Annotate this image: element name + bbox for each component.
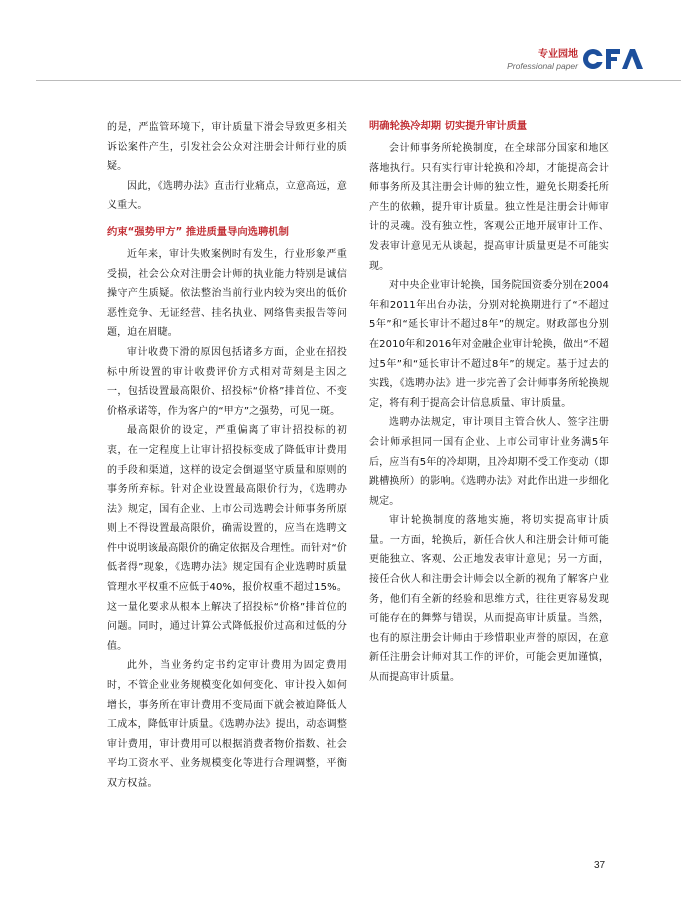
- header-text: [507, 49, 578, 72]
- paragraph: 对中央企业审计轮换，国务院国资委分别在2004年和2011年出台办法，分别对轮换期进行了“不超过5年”和“延长审计不超过8年”的规定。财政部也分别在2010年和2016年对金融企业审计轮换，做出“不超过5年”和“延长审计不超过8年”的规定。基于过去的实践，《选聘办法》进一步完善了会计师事务所轮换规定，将有利于提高会计信息质量、审计质量。: [369, 280, 609, 409]
- paragraph: 会计师事务所轮换制度，在全球部分国家和地区落地执行。只有实行审计轮换和冷却，才能提高会计师事务所及其注册会计师的独立性，避免长期委托所产生的依赖，提升审计质量。独立性是注册会计师审计的灵魂。没有独立性，客观公正地开展审计工作、发表审计意见无从谈起，提高审计质量更是不可能实现。: [369, 143, 609, 272]
- header-rule: [36, 80, 681, 81]
- cfa-logo: [582, 48, 644, 70]
- section-heading: 明确轮换冷却期 切实提升审计质量: [369, 120, 528, 132]
- section-title: 专业园地: [538, 49, 578, 60]
- paragraph: 因此，《选聘办法》直击行业痛点，立意高远，意义重大。: [107, 180, 347, 212]
- paragraph: 此外，当业务约定书约定审计费用为固定费用时，不管企业业务规模变化如何变化、审计投入如何增长，事务所在审计费用不变局面下就会被迫降低人工成本，降低审计质量。《选聘办法》提出，动态调整审计费用，审计费用可以根据消费者物价指数、社会平均工资水平、业务规模变化等进行合理调整，平衡双方权益。: [107, 660, 347, 789]
- section-subtitle: Professional paper: [507, 61, 578, 71]
- paragraph: 审计收费下滑的原因包括诸多方面，企业在招投标中所设置的审计收费评价方式相对苛刻是主因之一，包括设置最高限价、招投标“价格”排首位、不变价格承诺等，作为客户的“甲方”之强势，可见一斑。: [107, 346, 347, 417]
- right-column: [369, 118, 609, 688]
- paragraph: 最高限价的设定，严重偏离了审计招投标的初衷，在一定程度上让审计招投标变成了降低审计费用的手段和渠道，这样的设定会倒逼坚守质量和原则的事务所弃标。针对企业设置最高限价行为，《选聘办法》规定，国有企业、上市公司选聘会计师事务所原则上不得设置最高限价，确需设置的，应当在选聘文件中说明该最高限价的确定依据及合理性。而针对“价低者得”现象，《选聘办法》规定国有企业选聘时质量管理水平权重不应低于40%，报价权重不超过15%。这一量化要求从根本上解决了招投标“价格”排首位的问题。同时，通过计算公式降低报价过高和过低的分值。: [107, 425, 347, 652]
- paragraph: 近年来，审计失败案例时有发生，行业形象严重受损，社会公众对注册会计师的执业能力特别是诚信操守产生质疑。依法整治当前行业内较为突出的低价恶性竞争、无证经营、挂名执业、网络售卖报告等问题，迫在眉睫。: [107, 248, 347, 339]
- section-heading: 约束“强势甲方” 推进质量导向选聘机制: [107, 225, 289, 238]
- paragraph: 审计轮换制度的落地实施，将切实提高审计质量。一方面，轮换后，新任合伙人和注册会计师可能更能独立、客观、公正地发表审计意见；另一方面，接任合伙人和注册会计师会以全新的视角了解客户业务，他们有全新的经验和思维方式，往往更容易发现可能存在的舞弊与错误，从而提高审计质量。当然，也有的原注册会计师由于珍惜职业声誉的原因，在意新任注册会计师对其工作的评价，可能会更加谨慎，从而提高审计质量。: [369, 515, 609, 684]
- page-number: 37: [594, 860, 606, 871]
- left-column: [107, 118, 347, 794]
- paragraph: 选聘办法规定，审计项目主管合伙人、签字注册会计师承担同一国有企业、上市公司审计业务满5年后，应当有5年的冷却期，且冷却期不受工作变动（即跳槽换所）的影响。《选聘办法》对此作出进一步细化规定。: [369, 417, 609, 507]
- paragraph: 的是，严监管环境下，审计质量下滑会导致更多相关诉讼案件产生，引发社会公众对注册会计师行业的质疑。: [107, 122, 347, 173]
